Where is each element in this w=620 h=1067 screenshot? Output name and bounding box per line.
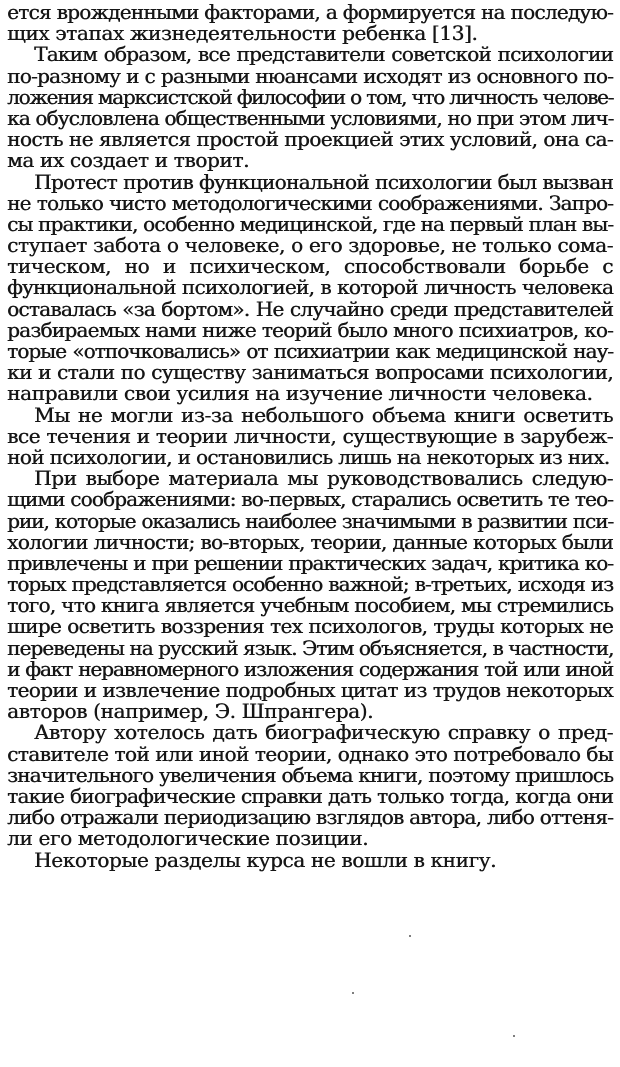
text-line: значительного увеличения объема книги, поэтому пришлось xyxy=(7,762,613,787)
text-line: ма их создает и творит. xyxy=(7,148,250,173)
text-line: ставителе той или иной теории, однако это потребовало бы xyxy=(7,741,613,766)
text-line: шире осветить воззрения тех психологов, труды которых не xyxy=(7,614,613,639)
text-line: авторов (например, Э. Шпрангера). xyxy=(7,699,374,724)
paragraph-6 xyxy=(7,722,613,849)
text-line: торые «отпочковались» от психиатрии как медицинской нау- xyxy=(7,339,613,363)
text-line: хологии личности; во-вторых, теории, данные которых были xyxy=(7,529,613,554)
text-line: сы практики, особенно медицинской, где на первый план вы- xyxy=(7,211,614,236)
text-line: ступает забота о человеке, о его здоровье, не только сома- xyxy=(7,233,613,258)
paragraph-1 xyxy=(7,2,613,44)
paragraph-3 xyxy=(7,169,614,406)
text-line: Некоторые разделы курса не вошли в книгу. xyxy=(34,847,496,872)
text-line: Таким образом, все представители советской психологии xyxy=(34,42,613,67)
text-line: Мы не могли из-за небольшого объема книги осветить xyxy=(34,402,613,427)
paragraph-7 xyxy=(7,847,613,872)
text-line: разбираемых нами ниже теорий было много психиатров, ко- xyxy=(7,317,613,342)
text-line: функциональной психологией, в которой личность человека xyxy=(7,275,613,300)
text-line: оставалась «за бортом». Не случайно среди представителей xyxy=(7,296,613,321)
text-line: При выборе материала мы руководствовались следую- xyxy=(34,466,613,491)
text-line: торых представляется особенно важной; в-третьих, исходя из xyxy=(7,572,613,597)
text-line: щими соображениями: во-первых, старались осветить те тео- xyxy=(7,487,613,512)
text-line: теории и извлечение подробных цитат из трудов некоторых xyxy=(7,678,613,702)
text-line: того, что книга является учебным пособием, мы стремились xyxy=(7,593,613,618)
text-line: щих этапах жизнедеятельности ребенка [13]. xyxy=(7,21,478,46)
text-line: привлечены и при решении практических задач, критика ко- xyxy=(7,550,613,575)
paragraph-4 xyxy=(7,402,613,469)
text-line: ложения марксистской философии о том, что личность челове- xyxy=(7,84,613,109)
paragraph-5 xyxy=(7,468,613,722)
text-line: ли его методологические позиции. xyxy=(7,826,369,851)
text-line: по-разному и с разными нюансами исходят из основного по- xyxy=(7,63,613,88)
text-line: направили свои усилия на изучение личности человека. xyxy=(7,381,593,406)
text-line: рии, которые оказались наиболее значимыми в развитии пси- xyxy=(7,508,613,533)
print-speck xyxy=(352,992,354,994)
text-line: все течения и теории личности, существующие в зарубеж- xyxy=(7,423,613,448)
text-line: переведены на русский язык. Этим объясняется, в частности, xyxy=(7,635,614,660)
text-line: не только чисто методологическими соображениями. Запро- xyxy=(7,190,613,215)
text-line: ность не является простой проекцией этих условий, она са- xyxy=(7,127,613,152)
text-line: ется врожденными факторами, а формируется на последую- xyxy=(7,0,613,24)
text-line: тическом, но и психическом, способствовали борьбе с xyxy=(7,254,613,279)
text-line: Автору хотелось дать биографическую справку о пред- xyxy=(34,720,613,745)
paragraph-2 xyxy=(7,44,613,171)
text-line: такие биографические справки дать только тогда, когда они xyxy=(7,783,613,808)
text-line: ки и стали по существу заниматься вопросами психологии, xyxy=(7,360,613,385)
text-line: и факт неравномерного изложения содержания той или иной xyxy=(7,656,613,681)
print-speck xyxy=(513,1035,515,1037)
text-line: ной психологии, и остановились лишь на некоторых из них. xyxy=(7,444,610,469)
text-line: Протест против функциональной психологии был вызван xyxy=(34,169,613,194)
text-line: ка обусловлена общественными условиями, но при этом лич- xyxy=(7,105,614,130)
print-speck xyxy=(409,935,411,937)
text-line: либо отражали периодизацию взглядов автора, либо оттеня- xyxy=(7,805,613,830)
